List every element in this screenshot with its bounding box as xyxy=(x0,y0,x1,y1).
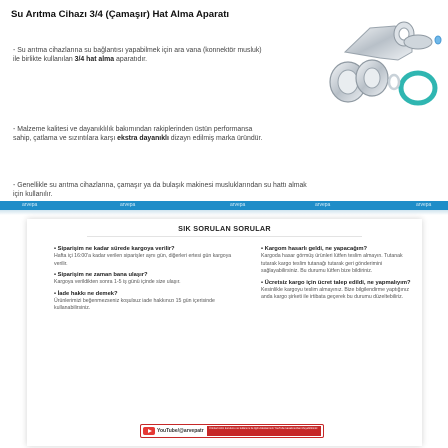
paragraph-text: - Malzeme kalitesi ve dayanıklılık bakımından rakiplerinden üstün performansa sahip, çatlama ve sızıntılara karşı xyxy=(13,126,253,143)
description-paragraph-1 xyxy=(13,46,265,65)
t-fitting-image xyxy=(345,22,441,60)
faq-question: • İade hakkı ne demek? xyxy=(54,290,118,297)
faq-divider xyxy=(87,236,362,237)
youtube-banner[interactable] xyxy=(140,424,324,438)
seal-ring-image xyxy=(389,73,435,103)
faq-left-column xyxy=(54,245,232,316)
faq-question: • Ücretsiz kargo için ücret talep edildi, ne yapmalıyım? xyxy=(261,279,411,286)
band-label: arvepa xyxy=(416,202,432,208)
paragraph-bold-text: 3/4 hat alma xyxy=(74,56,115,64)
youtube-icon xyxy=(143,427,155,435)
paragraph-text: aparatıdır. xyxy=(114,56,148,64)
band-label: arvepa xyxy=(230,202,246,208)
faq-answer: Kargoda hasar görmüş ürünleri lütfen teslim almayın. Tutanak tutarak kargo teslim tutanağı tutarak geri gönderimini sağlayabilirsiniz. Bu durumu lütfen bize bildiriniz. xyxy=(261,253,403,275)
paragraph-bold-text: ekstra dayanıklı xyxy=(117,135,169,143)
youtube-note: Ürünlerimizin kurulumu ve kullanımı ile ilgili videolarımızı YouTube kanalımızdan izleyebilirsiniz. xyxy=(207,426,321,436)
youtube-handle: YouTube/@arvepatr xyxy=(157,428,204,434)
faq-answer: Ürünlerimizi beğenmezseniz koşulsuz iade hakkınızı 15 gün içerisinde kullanabilirsiniz. xyxy=(54,297,215,312)
product-title: Su Arıtma Cihazı 3/4 (Çamaşır) Hat Alma Aparatı xyxy=(11,9,230,20)
paragraph-text: dizayn edilmiş marka üründür. xyxy=(168,135,263,143)
band-label: arvepa xyxy=(120,202,136,208)
faq-question: • Siparişim ne kadar sürede kargoya verilir? xyxy=(54,246,175,252)
faq-question: • Siparişim ne zaman bana ulaşır? xyxy=(54,272,148,279)
description-paragraph-3: - Genellikle su arıtma cihazlarına, çamaşır ya da bulaşık makinesi musluklarından su hattı almak için kullanılır. xyxy=(13,182,307,199)
product-image xyxy=(300,0,448,120)
band-label: arvepa xyxy=(22,202,38,208)
brand-band xyxy=(0,201,448,210)
faq-answer: Hafta içi 16:00'a kadar verilen siparişler aynı gün, diğerleri ertesi gün kargoya verilir. xyxy=(54,253,232,267)
faq-answer: Kargoya verildikten sonra 1-5 iş günü içinde size ulaşır. xyxy=(54,279,181,286)
faq-question: • Kargom hasarlı geldi, ne yapacağım? xyxy=(261,246,368,252)
band-shadow xyxy=(0,210,448,215)
faq-right-column xyxy=(261,245,419,305)
nut-image xyxy=(330,60,388,102)
description-paragraph-2 xyxy=(13,125,265,144)
band-label: arvepa xyxy=(315,202,331,208)
paragraph-text: - Su arıtma cihazlarına su bağlantısı yapabilmek için ara vana (konnektör musluk) ile birlikte kullanılan xyxy=(13,47,262,64)
faq-answer: Kesinlikle kargoyu teslim almayınız. Bize bilgilendirme yaptığınız anda kargo şirketi ile irtibata geçerek bu durumu düzeltebiliriz. xyxy=(261,286,409,301)
faq-title: SIK SORULAN SORULAR xyxy=(178,224,271,233)
faq-card xyxy=(27,219,422,446)
